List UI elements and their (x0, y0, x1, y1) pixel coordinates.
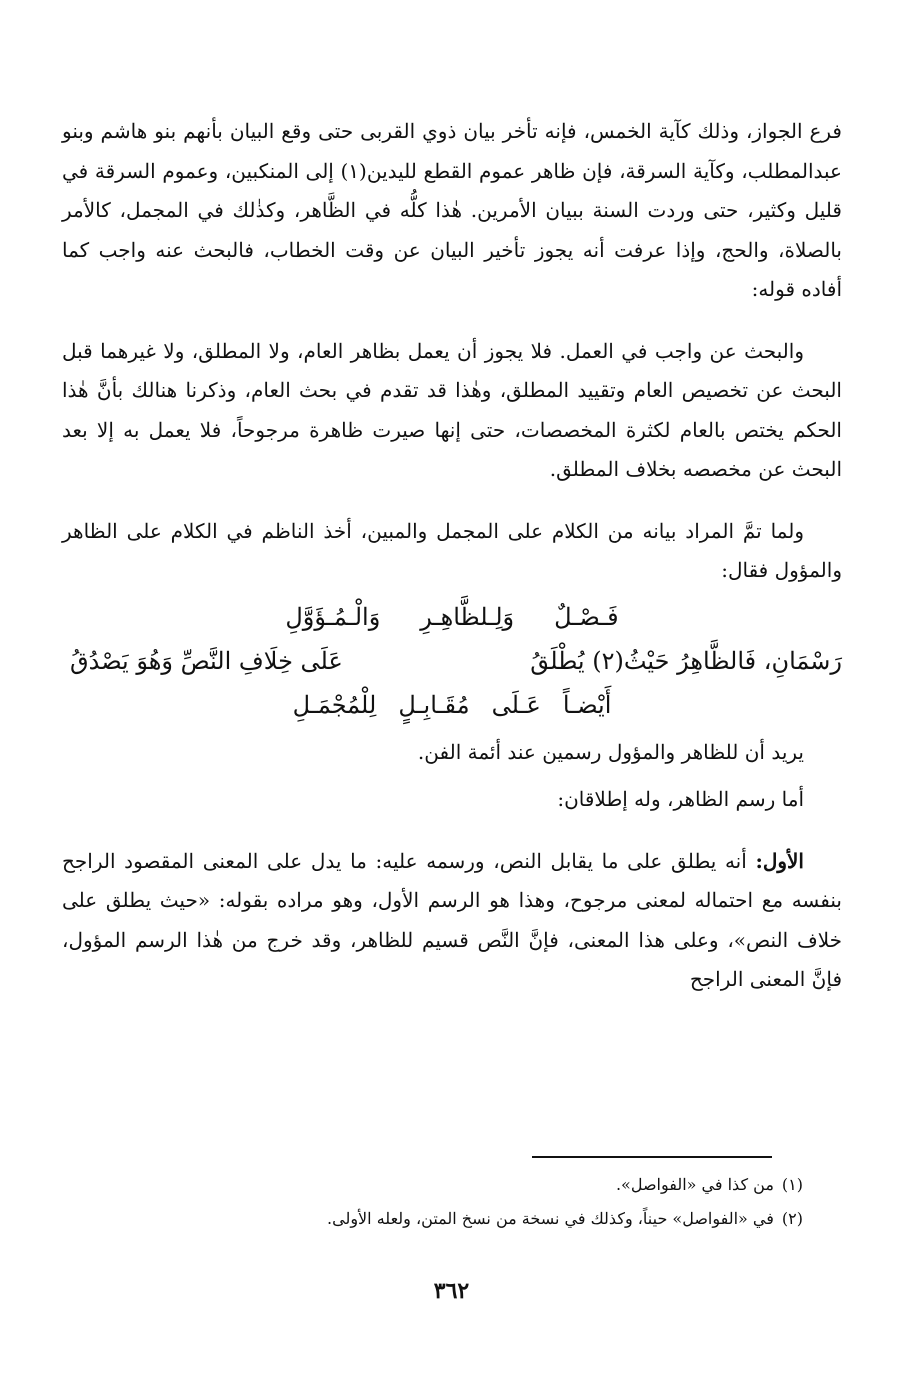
verse-block (62, 595, 842, 727)
footnote-item (103, 1168, 803, 1202)
footnotes (103, 1168, 803, 1236)
verse-line-3 (62, 683, 842, 727)
paragraph-6-text: أنه يطلق على ما يقابل النص، ورسمه عليه: ما يدل على المعنى المقصود الراجح بنفسه مع احتماله لمعنى مرجوح، وهذا هو الرسم الأول، وهو مراده بقوله: «حيث يطلق على خلاف النص»، وعلى هذا المعنى، فإنَّ النَّص قسيم للظاهر، وقد خرج من هٰذا الرسم المؤول، فإنَّ المعنى الراجح (62, 848, 842, 991)
page-number: ٣٦٢ (433, 1278, 470, 1304)
footnote-number: (١) (781, 1175, 803, 1194)
footnote-text: من كذا في «الفواصل». (615, 1175, 774, 1194)
paragraph-2: والبحث عن واجب في العمل. فلا يجوز أن يعمل بظاهر العام، ولا المطلق، ولا غيرهما قبل البحث عن تخصيص العام وتقييد المطلق، وهٰذا قد تقدم في بحث العام، وذكرنا هنالك بأنَّ هٰذا الحكم يختص بالعام لكثرة المخصصات، حتى إنها صيرت ظاهرة مرجوحاً، فلا يعمل به إلا بعد البحث عن مخصصه بخلاف المطلق. (62, 338, 842, 481)
paragraph-3: ولما تمَّ المراد بيانه من الكلام على المجمل والمبين، أخذ الناظم في الكلام على الظاهر والمؤول فقال: (62, 518, 842, 582)
footnote-text: في «الفواصل» حيناً، وكذلك في نسخة من نسخ المتن، ولعله الأولى. (327, 1209, 774, 1228)
page-body (62, 112, 842, 1000)
verse-word: عَـلَى (491, 690, 541, 719)
paragraph-1: فرع الجواز، وذلك كآية الخمس، فإنه تأخر بيان ذوي القربى حتى وقع البيان بأنهم بنو هاشم وبنو عبدالمطلب، وكآية السرقة، فإن ظاهر عموم القطع لليدين(١) إلى المنكبين، وعموم السرقة في قليل وكثير، حتى وردت السنة ببيان الأمرين. هٰذا كلُّه في الظَّاهر، وكذٰلك في المجمل، كالأمر بالصلاة، والحج، وإذا عرفت أنه يجوز تأخير البيان عن وقت الخطاب، فالبحث عنه واجب كما أفاده قوله: (62, 119, 842, 301)
verse-line-2 (62, 639, 842, 683)
verse-word: فَـصْـلٌ (554, 602, 619, 631)
paragraph-6-lead: الأول: (755, 848, 804, 873)
verse-word: وَالْـمُـؤَوَّلِ (285, 602, 381, 631)
verse-hemistich: رَسْمَانِ، فَالظَّاهِرُ حَيْثُ(٢) يُطْلَقُ (530, 646, 842, 675)
footnote-item (103, 1202, 803, 1236)
verse-word: أَيْضـاً (562, 690, 612, 719)
footnote-separator (532, 1156, 772, 1158)
verse-line-1 (62, 595, 842, 639)
verse-word: وَلِـلظَّاهِـرِ (420, 602, 515, 631)
verse-word: لِلْمُجْمَـلِ (292, 690, 377, 719)
paragraph-5: أما رسم الظاهر، وله إطلاقان: (557, 787, 804, 811)
paragraph-6 (62, 842, 842, 1000)
paragraph-4: يريد أن للظاهر والمؤول رسمين عند أئمة الفن. (417, 739, 804, 764)
footnote-number: (٢) (781, 1209, 803, 1228)
verse-hemistich: عَلَى خِلَافِ النَّصِّ وَهُوَ يَصْدُقُ (70, 646, 343, 675)
verse-word: مُقَـابِـلٍ (398, 690, 470, 719)
